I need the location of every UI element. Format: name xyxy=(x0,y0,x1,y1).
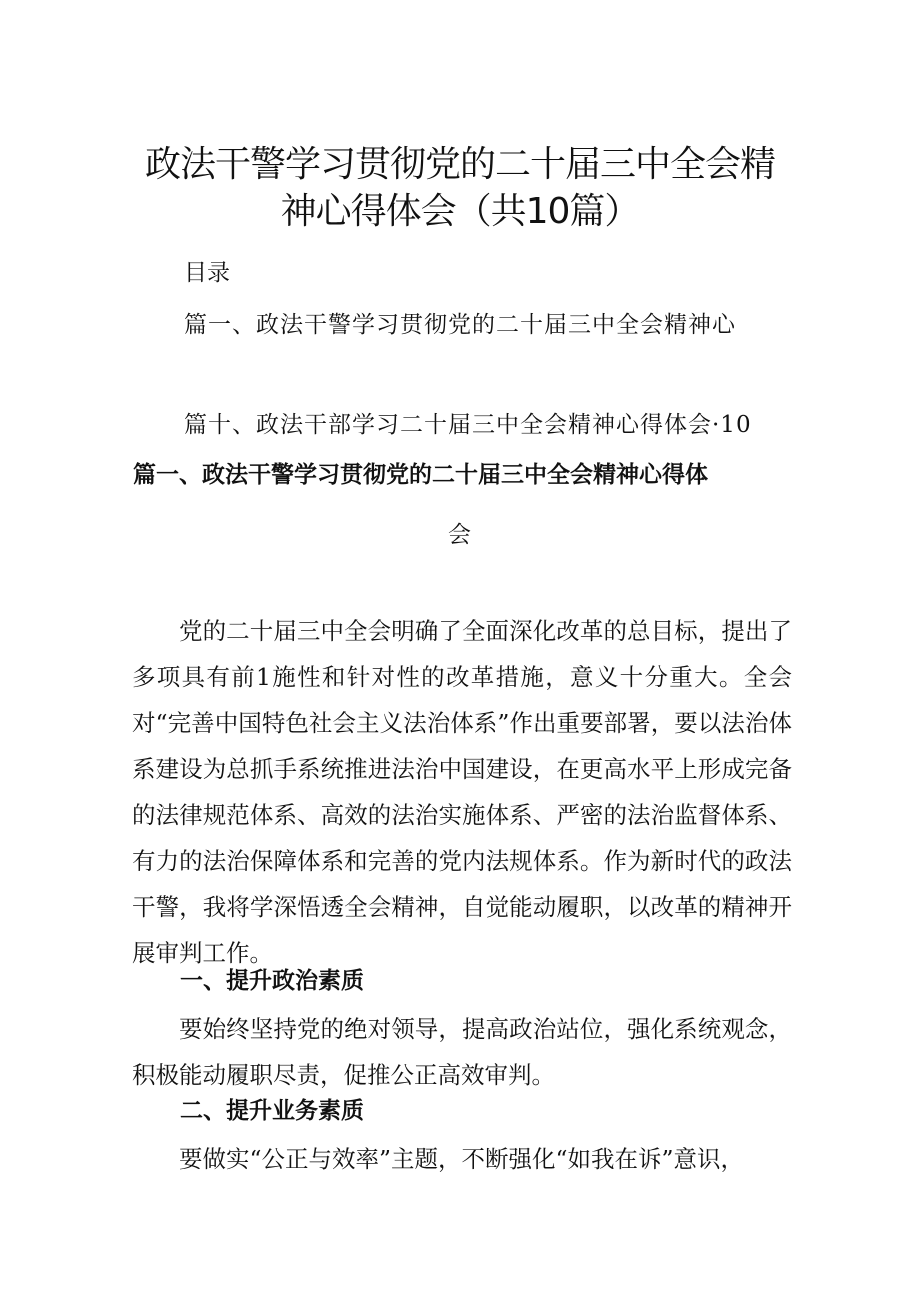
toc-item-10[interactable]: 篇十、政法干部学习二十届三中全会精神心得体会·10 xyxy=(184,412,752,438)
section-title-line-1: 篇一、政法干警学习贯彻党的二十届三中全会精神心得体 xyxy=(133,462,708,488)
document-title-line-2: 神心得体会（共10篇） xyxy=(280,191,640,232)
body-paragraph-3: 要做实“公正与效率”主题，不断强化“如我在诉”意识， xyxy=(179,1145,745,1173)
toc-item-1[interactable]: 篇一、政法干警学习贯彻党的二十届三中全会精神心 xyxy=(184,312,736,338)
section-title-line-2: 会 xyxy=(448,522,471,548)
toc-label: 目录 xyxy=(184,260,230,286)
body-paragraph-2: 要始终坚持党的绝对领导，提高政治站位，强化系统观念，积极能动履职尽责，促推公正高效审判。 xyxy=(132,1015,792,1089)
subheading-1: 一、提升政治素质 xyxy=(180,968,364,994)
document-title-line-1: 政法干警学习贯彻党的二十届三中全会精 xyxy=(144,144,775,185)
body-paragraph-1: 党的二十届三中全会明确了全面深化改革的总目标，提出了多项具有前1施性和针对性的改革措施，意义十分重大。全会对“完善中国特色社会主义法治体系”作出重要部署，要以法治体系建设为总抓手系统推进法治中国建设，在更高水平上形成完备的法律规范体系、高效的法治实施体系、严密的法治监督体系、有力的法治保障体系和完善的党内法规体系。作为新时代的政法干警，我将学深悟透全会精神，自觉能动履职，以改革的精神开展审判工作。 xyxy=(132,617,792,967)
subheading-2: 二、提升业务素质 xyxy=(180,1098,364,1124)
